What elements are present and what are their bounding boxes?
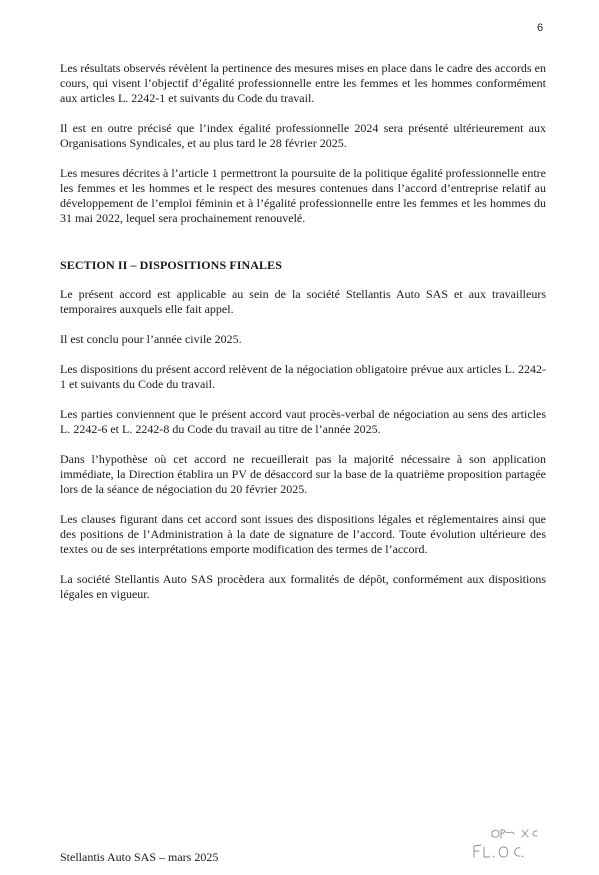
footer-text: Stellantis Auto SAS – mars 2025 [60, 850, 219, 864]
paragraph-results: Les résultats observés révèlent la pertinence des mesures mises en place dans le cadre des accords en cours, qui visent l’objectif d’égalité professionnelle entre les femmes et les hommes conformément aux articles L. 2242-1 et suivants du Code du travail. [60, 61, 546, 105]
paragraph-minutes: Les parties conviennent que le présent accord vaut procès-verbal de négociation au sens des articles L. 2242-6 et L. 2242-8 du Code du travail au titre de l’année 2025. [60, 407, 546, 436]
page-number: 6 [537, 22, 544, 34]
paragraph-article-1-measures: Les mesures décrites à l’article 1 permettront la poursuite de la politique égalité professionnelle entre les femmes et les hommes et le respect des mesures contenues dans l’accord d’entreprise relatif au développement de l’emploi féminin et à l’égalité professionnelle entre les femmes et les hommes du 31 mai 2022, lequel sera prochainement renouvelé. [60, 166, 546, 225]
paragraph-filing: La société Stellantis Auto SAS procèdera aux formalités de dépôt, conformément aux dispositions légales en vigueur. [60, 572, 546, 601]
handwritten-initials [470, 826, 550, 864]
paragraph-duration: Il est conclu pour l’année civile 2025. [60, 332, 242, 346]
paragraph-mandatory-negotiation: Les dispositions du présent accord relèvent de la négociation obligatoire prévue aux articles L. 2242-1 et suivants du Code du travail. [60, 362, 546, 391]
document-body [60, 61, 546, 617]
paragraph-disagreement: Dans l’hypothèse où cet accord ne recueillerait pas la majorité nécessaire à son application immédiate, la Direction établira un PV de désaccord sur la base de la quatrième proposition partagée lors de la séance de négociation du 20 février 2025. [60, 452, 546, 496]
paragraph-index-2024: Il est en outre précisé que l’index égalité professionnelle 2024 sera présenté ultérieurement aux Organisations Syndicales, et au plus tard le 28 février 2025. [60, 121, 546, 150]
paragraph-clauses: Les clauses figurant dans cet accord sont issues des dispositions légales et réglementaires ainsi que des positions de l’Administration à la date de signature de l’accord. Toute évolution ultérieure des textes ou de ses interprétations emporte modification des termes de l’accord. [60, 512, 546, 556]
section-heading: SECTION II – DISPOSITIONS FINALES [60, 258, 283, 272]
paragraph-scope: Le présent accord est applicable au sein de la société Stellantis Auto SAS et aux travailleurs temporaires auxquels elle fait appel. [60, 287, 546, 316]
